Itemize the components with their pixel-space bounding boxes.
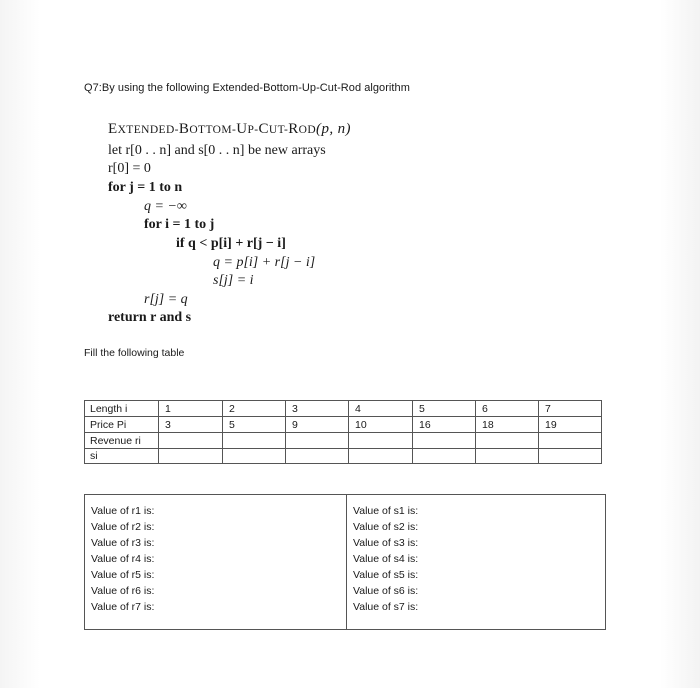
s-value-line: Value of s1 is: [353,505,419,517]
row-label-length: Length i [85,401,159,417]
algo-line-4: q = −∞ [144,199,187,214]
algorithm-title: EXTENDED-BOTTOM-UP-CUT-ROD(p, n) [108,121,351,137]
table-cell: 5 [413,401,476,417]
table-cell[interactable] [476,449,539,464]
table-cell[interactable] [286,449,349,464]
table-cell[interactable] [223,433,286,449]
s-value-line: Value of s6 is: [353,585,419,597]
table-cell: 10 [349,417,413,433]
algo-line-8: s[j] = i [213,273,254,288]
table-cell[interactable] [159,433,223,449]
r-value-line: Value of r7 is: [91,601,155,613]
s-value-line: Value of s7 is: [353,601,419,613]
r-values-column [91,503,154,615]
row-label-si: si [85,449,159,464]
table-cell[interactable] [349,449,413,464]
algo-line-7: q = p[i] + r[j − i] [213,255,316,270]
algo-line-10: return r and s [108,310,192,325]
table-cell: 3 [286,401,349,417]
table-cell[interactable] [539,433,602,449]
s-value-line: Value of s3 is: [353,537,419,549]
table-cell[interactable] [476,433,539,449]
algo-line-5: for i = 1 to j [144,217,215,232]
table-cell[interactable] [349,433,413,449]
r-value-line: Value of r2 is: [91,521,155,533]
table-cell: 18 [476,417,539,433]
table-row [85,449,602,464]
r-value-line: Value of r3 is: [91,537,155,549]
row-label-revenue: Revenue ri [85,433,159,449]
algo-line-3: for j = 1 to n [108,180,183,195]
table-cell[interactable] [539,449,602,464]
fill-table-label: Fill the following table [84,347,185,359]
table-cell: 6 [476,401,539,417]
algo-line-1: let r[0 . . n] and s[0 . . n] be new arrays [108,143,326,158]
price-table [84,400,602,464]
table-cell: 1 [159,401,223,417]
table-row [85,401,602,417]
answers-box [84,494,606,630]
table-cell: 2 [223,401,286,417]
r-value-line: Value of r5 is: [91,569,155,581]
r-value-line: Value of r4 is: [91,553,155,565]
table-cell: 5 [223,417,286,433]
table-cell[interactable] [413,433,476,449]
table-cell: 9 [286,417,349,433]
s-value-line: Value of s2 is: [353,521,419,533]
r-value-line: Value of r6 is: [91,585,155,597]
table-cell[interactable] [413,449,476,464]
table-cell[interactable] [223,449,286,464]
table-cell[interactable] [159,449,223,464]
table-cell: 3 [159,417,223,433]
algo-line-6: if q < p[i] + r[j − i] [176,236,286,251]
table-row [85,417,602,433]
table-cell: 19 [539,417,602,433]
table-cell: 7 [539,401,602,417]
s-value-line: Value of s4 is: [353,553,419,565]
algo-line-2: r[0] = 0 [108,161,151,176]
question-text: Q7:By using the following Extended-Bottom-Up-Cut-Rod algorithm [84,82,410,94]
algo-line-9: r[j] = q [144,292,188,307]
table-cell: 4 [349,401,413,417]
table-row [85,433,602,449]
r-value-line: Value of r1 is: [91,505,155,517]
row-label-price: Price Pi [85,417,159,433]
s-value-line: Value of s5 is: [353,569,419,581]
table-cell[interactable] [286,433,349,449]
table-cell: 16 [413,417,476,433]
answers-divider [346,495,347,629]
s-values-column [353,503,418,615]
